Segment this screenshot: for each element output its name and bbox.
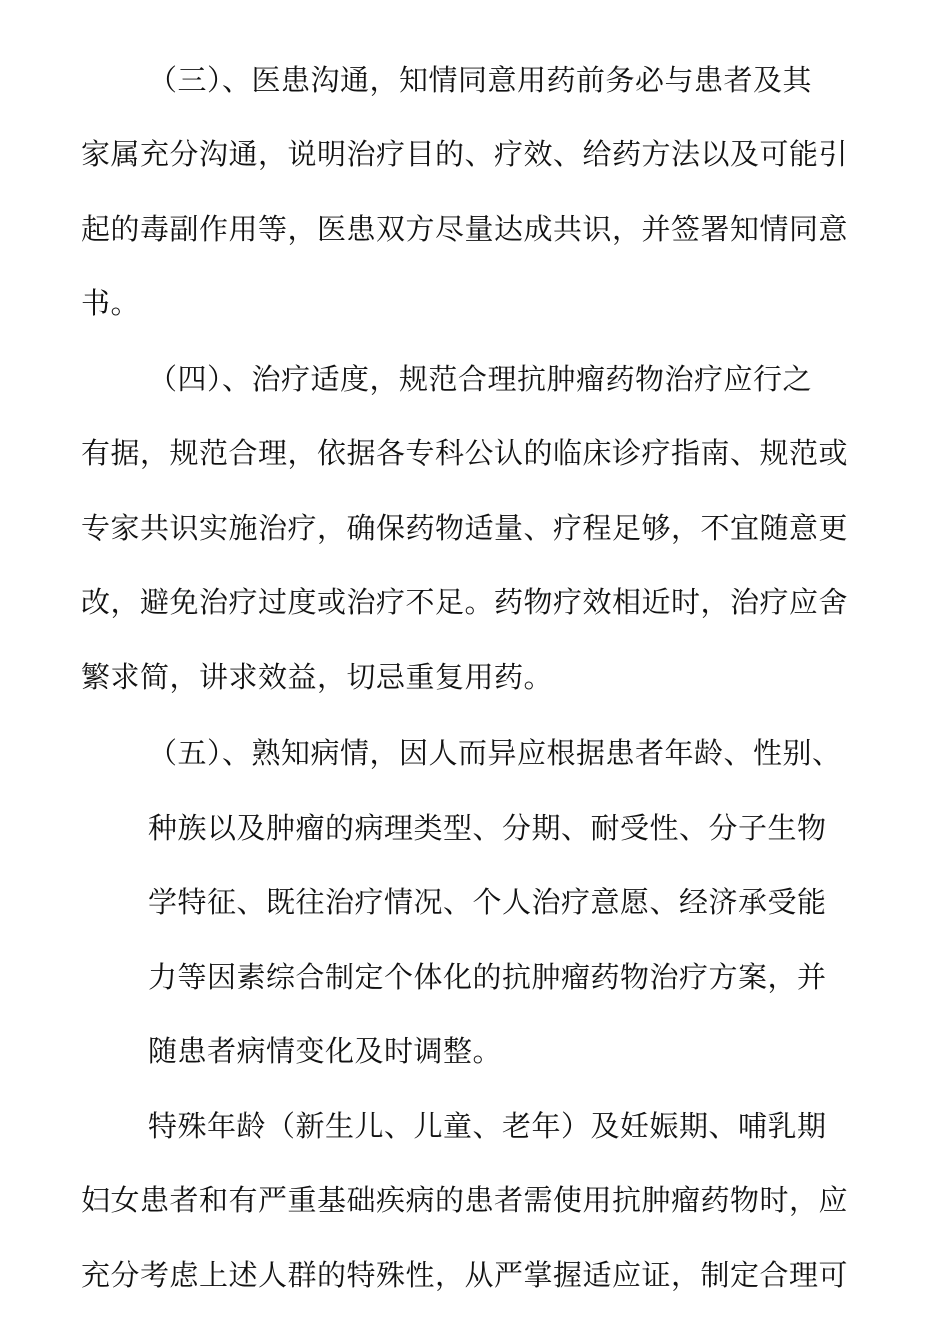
paragraph-3-line-3: 起的毒副作用等，医患双方尽量达成共识，并签署知情同意 [81, 212, 849, 246]
paragraph-6-line-2: 妇女患者和有严重基础疾病的患者需使用抗肿瘤药物时，应 [81, 1183, 849, 1217]
paragraph-5-line-2: 种族以及肿瘤的病理类型、分期、耐受性、分子生物 [148, 811, 827, 845]
paragraph-6-line-3: 充分考虑上述人群的特殊性，从严掌握适应证，制定合理可 [81, 1258, 849, 1292]
paragraph-5-line-1: （五）、熟知病情，因人而异应根据患者年龄、性别、 [148, 736, 842, 770]
paragraph-3-line-4: 书。 [81, 286, 141, 320]
paragraph-5-line-5: 随患者病情变化及时调整。 [148, 1034, 503, 1068]
paragraph-3-line-2: 家属充分沟通，说明治疗目的、疗效、给药方法以及可能引 [81, 137, 849, 171]
paragraph-3-line-1: （三）、医患沟通，知情同意用药前务必与患者及其 [148, 63, 813, 97]
paragraph-4-line-4: 改，避免治疗过度或治疗不足。药物疗效相近时，治疗应舍 [81, 585, 849, 619]
paragraph-4-line-3: 专家共识实施治疗，确保药物适量、疗程足够，不宜随意更 [81, 511, 849, 545]
paragraph-5-line-3: 学特征、既往治疗情况、个人治疗意愿、经济承受能 [148, 885, 827, 919]
paragraph-4-line-1: （四）、治疗适度，规范合理抗肿瘤药物治疗应行之 [148, 362, 813, 396]
paragraph-5-line-4: 力等因素综合制定个体化的抗肿瘤药物治疗方案，并 [148, 960, 827, 994]
paragraph-6-line-1: 特殊年龄（新生儿、儿童、老年）及妊娠期、哺乳期 [148, 1109, 827, 1143]
paragraph-4-line-5: 繁求简，讲求效益，切忌重复用药。 [81, 660, 554, 694]
paragraph-4-line-2: 有据，规范合理，依据各专科公认的临床诊疗指南、规范或 [81, 436, 849, 470]
